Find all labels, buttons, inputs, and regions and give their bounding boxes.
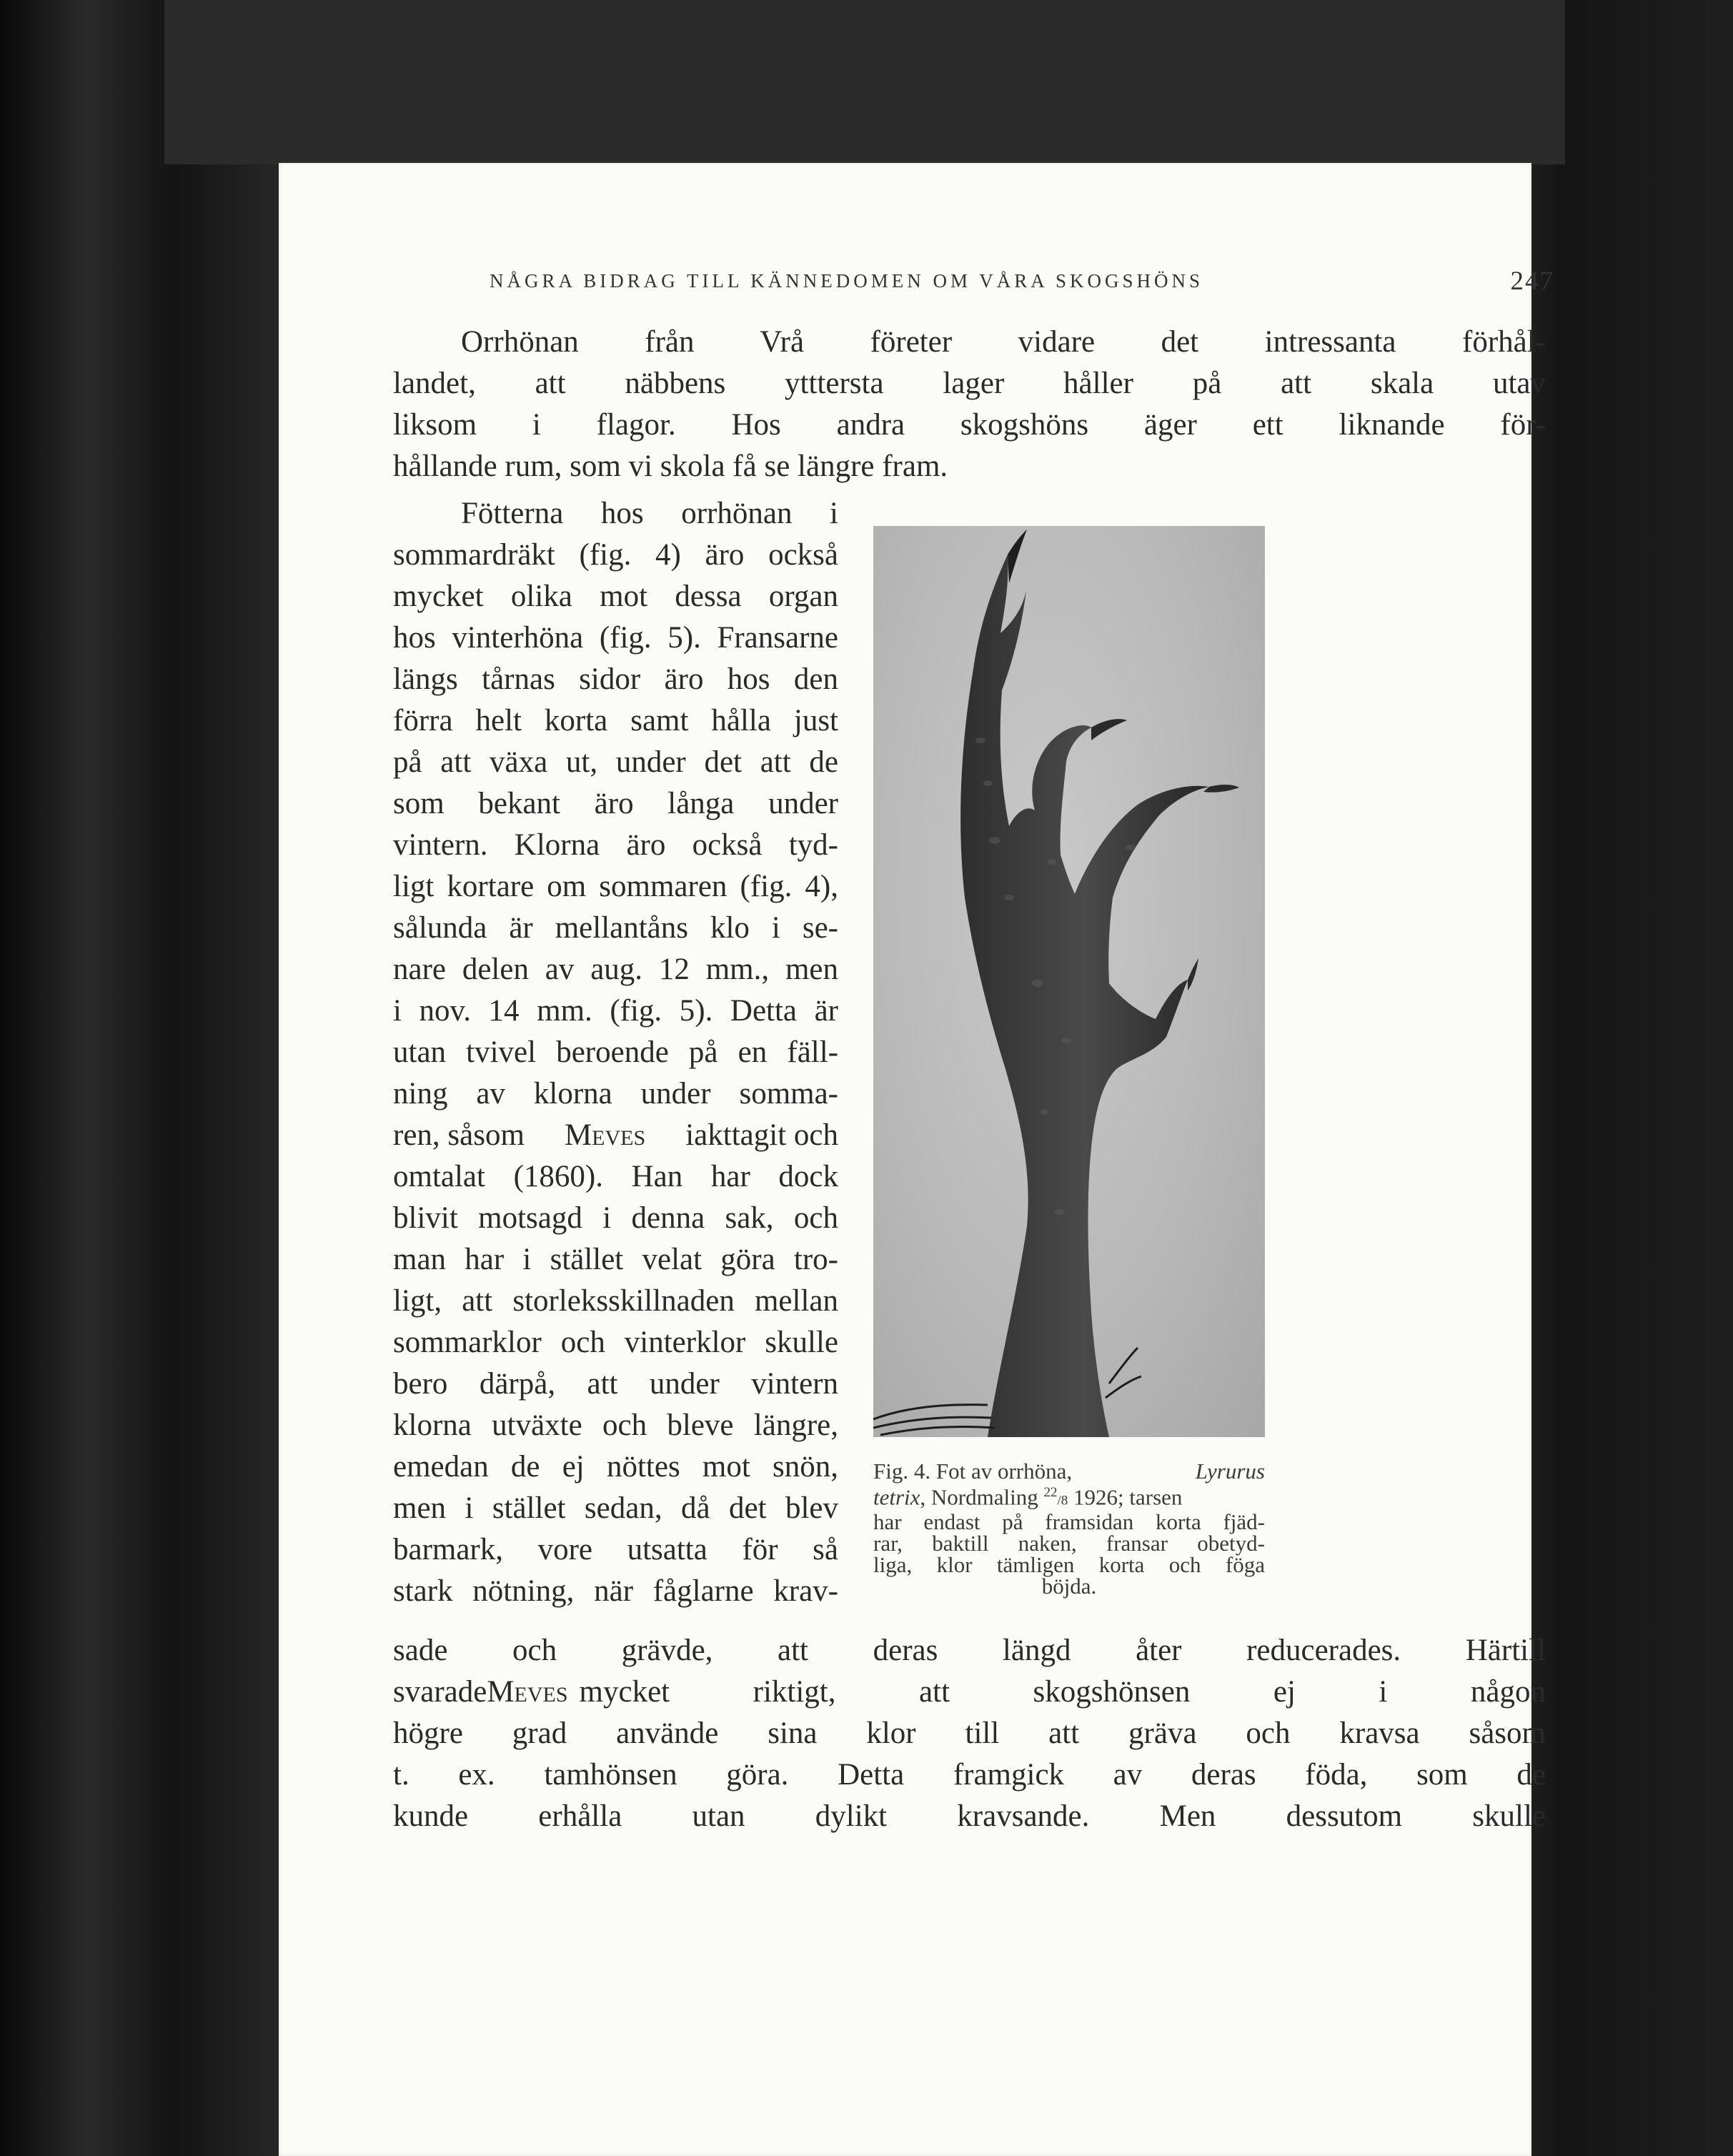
caption-line: har endast på framsidan korta fjäd- [873,1509,1265,1535]
species-name-epithet: tetrix [873,1484,920,1510]
caption-line [873,1482,1265,1511]
text-line: t. ex. tamhönsen göra. Detta framgick av deras föda, som de [393,1758,1546,1792]
text-segment: svarade [393,1675,487,1709]
text-line: nare delen av aug. 12 mm., men [393,953,838,986]
figure-4-caption [873,1461,1265,1597]
caption-line: böjda. [1041,1574,1097,1599]
date-day: 22 [1043,1485,1058,1500]
text-line: ligt, att storleksskillnaden mellan [393,1284,838,1318]
text-line: högre grad använde sina klor till att gräva och kravsa såsom [393,1717,1546,1750]
foot-silhouette [960,530,1239,1437]
text-line: i nov. 14 mm. (fig. 5). Detta är [393,994,838,1028]
text-line: sommarklor och vinterklor skulle [393,1326,838,1359]
text-line: hos vinterhöna (fig. 5). Fransarne [393,621,838,655]
species-name-genus: Lyrurus [1195,1459,1265,1484]
text-line: barmark, vore utsatta för så [393,1533,838,1566]
text-line: sålunda är mellantåns klo i se- [393,911,838,945]
scanner-background [164,0,1565,164]
text-line: som bekant äro långa under [393,787,838,820]
text-line: omtalat (1860). Han har dock [393,1160,838,1193]
caption-segment: Fig. 4. Fot av orrhöna, [873,1459,1073,1484]
paragraph-intro [393,322,1546,487]
text-line: Fötterna hos orrhönan i [461,497,838,530]
date-month: /8 [1057,1493,1068,1509]
text-line: landet, att näbbens ytttersta lager håller på att skala utav [393,367,1546,400]
running-head [490,267,1554,296]
text-line-with-author [393,1671,1546,1713]
text-line: ning av klorna under somma- [393,1077,838,1111]
text-line: vintern. Klorna äro också tyd- [393,828,838,862]
text-line: hållande rum, som vi skola få se längre fram. [393,449,948,483]
text-line: stark nötning, när fåglarne krav- [393,1574,838,1608]
text-line: Orrhönan från Vrå företer vidare det intressanta förhål- [461,325,1546,359]
caption-segment: 1926; tarsen [1073,1484,1183,1510]
caption-line: rar, baktill naken, fransar obetyd- [873,1531,1265,1556]
author-name: Meves [487,1675,568,1709]
caption-line: liga, klor tämligen korta och föga [873,1552,1265,1578]
text-line: förra helt korta samt hålla just [393,704,838,737]
text-line: liksom i flagor. Hos andra skogshöns äger ett liknande för- [393,408,1546,442]
text-segment: iakttagit och [685,1118,838,1152]
caption-line [873,1461,1265,1482]
page-number: 247 [1510,267,1554,296]
text-line: sommardräkt (fig. 4) äro också [393,538,838,572]
text-line: mycket olika mot dessa organ [393,580,838,613]
text-segment: mycket riktigt, att skogshönsen ej i någon [579,1675,1546,1709]
text-line-with-author [393,1115,838,1156]
text-line: ligt kortare om sommaren (fig. 4), [393,870,838,903]
text-line: på att växa ut, under det att de [393,745,838,779]
paragraph-continuation [393,1630,1546,1837]
text-line: längs tårnas sidor äro hos den [393,662,838,696]
figure-4-photo [873,526,1265,1437]
text-segment: ren, såsom [393,1118,525,1152]
text-line: bero därpå, att under vintern [393,1367,838,1401]
book-page [279,163,1554,2156]
text-line: klorna utväxte och bleve längre, [393,1409,838,1442]
author-name: Meves [564,1118,646,1152]
text-line: man har i stället velat göra tro- [393,1243,838,1276]
paragraph-column [393,493,838,1612]
text-line: kunde erhålla utan dylikt kravsande. Men dessutom skulle [393,1799,1546,1833]
running-head-title: NÅGRA BIDRAG TILL KÄNNEDOMEN OM VÅRA SKOGSHÖNS [490,270,1204,292]
text-line: emedan de ej nöttes mot snön, [393,1450,838,1484]
text-line: blivit motsagd i denna sak, och [393,1201,838,1235]
text-line: utan tvivel beroende på en fäll- [393,1035,838,1069]
text-line: men i stället sedan, då det blev [393,1491,838,1525]
caption-segment: , Nordmaling [920,1484,1038,1510]
grouse-foot-illustration [873,526,1265,1437]
text-line: sade och grävde, att deras längd åter reducerades. Härtill [393,1634,1546,1667]
